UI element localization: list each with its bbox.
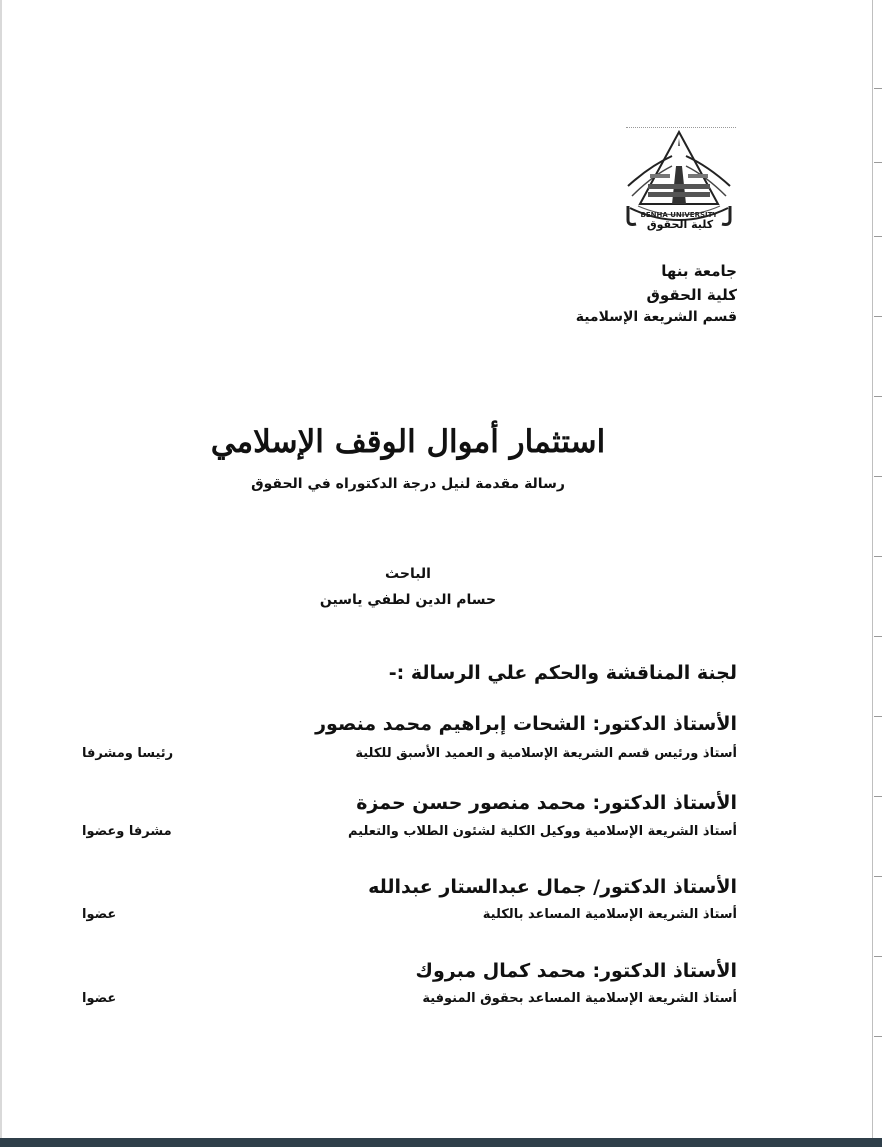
ruler-tick — [874, 876, 882, 877]
ruler-tick — [874, 476, 882, 477]
ruler-tick — [874, 162, 882, 163]
committee-member-name: الأستاذ الدكتور: محمد كمال مبروك — [415, 960, 737, 982]
ruler-tick — [874, 236, 882, 237]
ruler-tick — [874, 396, 882, 397]
thesis-subtitle: رسالة مقدمة لنيل درجة الدكتوراه في الحقوق — [251, 476, 565, 492]
logo-ring-text: BENHA UNIVERSITY — [640, 211, 718, 219]
committee-member-name: الأستاذ الدكتور: محمد منصور حسن حمزة — [356, 792, 737, 814]
university-name: جامعة بنها — [661, 262, 737, 280]
thesis-title: استثمار أموال الوقف الإسلامي — [210, 424, 606, 460]
committee-member-position: أستاذ الشريعة الإسلامية ووكيل الكلية لشئون الطلاب والتعليم — [347, 824, 737, 839]
ruler-tick — [874, 1036, 882, 1037]
committee-member-role: رئيسا ومشرفا — [82, 746, 174, 761]
ruler-tick — [874, 88, 882, 89]
department-name: قسم الشريعة الإسلامية — [575, 309, 737, 325]
committee-member-name: الأستاذ الدكتور/ جمال عبدالستار عبدالله — [368, 876, 737, 898]
committee-member-role: عضوا — [82, 907, 117, 922]
committee-member-position: أستاذ الشريعة الإسلامية المساعد بالكلية — [482, 907, 737, 922]
committee-member-name: الأستاذ الدكتور: الشحات إبراهيم محمد منصور — [315, 713, 737, 735]
committee-member-position: أستاذ الشريعة الإسلامية المساعد بحقوق المنوفية — [422, 991, 737, 1006]
ruler-tick — [874, 956, 882, 957]
ruler-tick — [874, 636, 882, 637]
committee-member-role: مشرفا وعضوا — [82, 824, 172, 839]
logo-caption: كلية الحقوق — [646, 218, 714, 231]
vertical-ruler — [872, 0, 882, 1147]
taskbar-strip — [0, 1138, 882, 1147]
ruler-tick — [874, 556, 882, 557]
ruler-tick — [874, 796, 882, 797]
ruler-tick — [874, 716, 882, 717]
researcher-label: الباحث — [385, 566, 431, 582]
faculty-name: كلية الحقوق — [646, 286, 737, 304]
researcher-name: حسام الدين لطفي ياسين — [319, 592, 497, 608]
committee-heading: لجنة المناقشة والحكم علي الرسالة :- — [388, 662, 737, 684]
committee-member-role: عضوا — [82, 991, 117, 1006]
ruler-tick — [874, 316, 882, 317]
committee-member-position: أستاذ ورئيس قسم الشريعة الإسلامية و العميد الأسبق للكلية — [355, 746, 737, 761]
